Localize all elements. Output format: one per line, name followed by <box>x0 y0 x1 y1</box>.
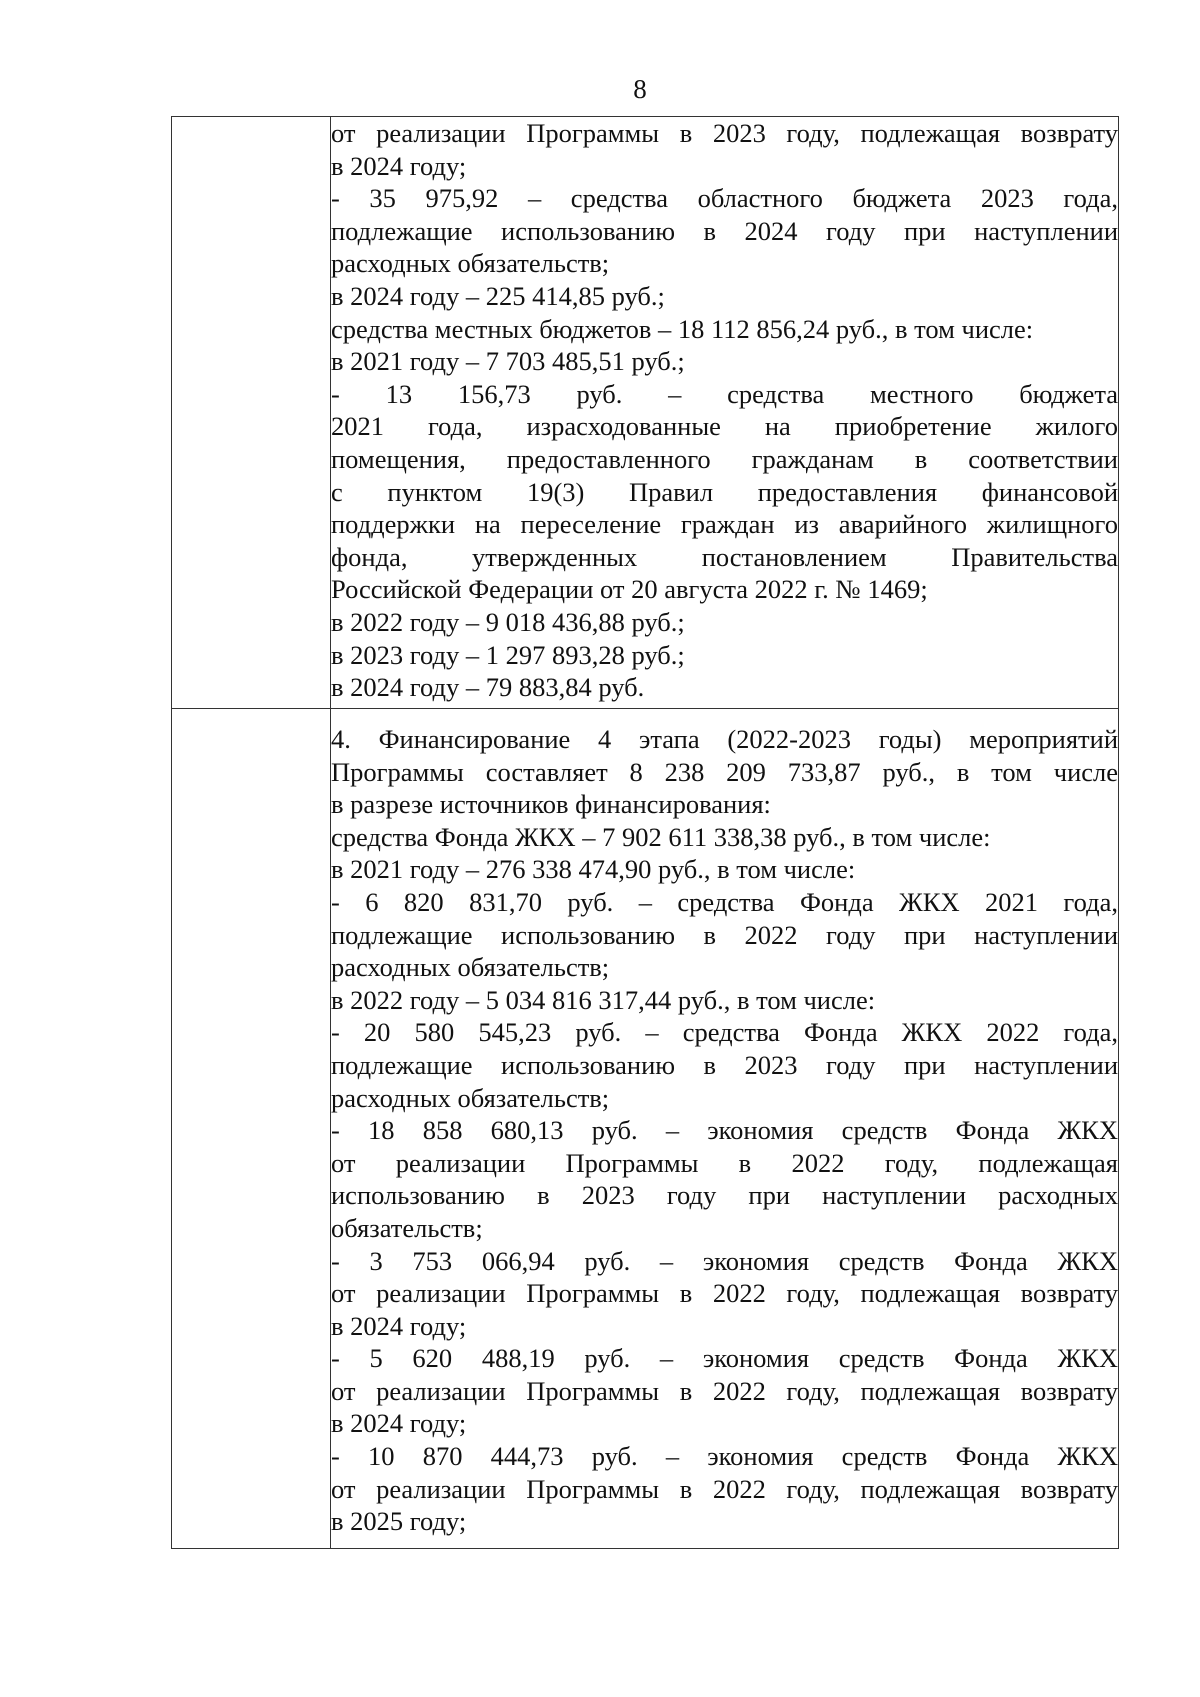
text-line: фонда, утвержденных постановлением Правительства <box>331 541 1118 572</box>
text-line: в 2021 году – 7 703 485,51 руб.; <box>331 346 685 377</box>
text-line: - 10 870 444,73 руб. – экономия средств Фонда ЖКХ <box>331 1441 1118 1472</box>
text-line: использованию в 2023 году при наступлении расходных <box>331 1180 1118 1211</box>
text-line: обязательств; <box>331 1212 483 1243</box>
text-line: - 20 580 545,23 руб. – средства Фонда ЖКХ 2022 года, <box>331 1017 1118 1048</box>
text-line: - 6 820 831,70 руб. – средства Фонда ЖКХ 2021 года, <box>331 886 1118 917</box>
text-line: в 2022 году – 5 034 816 317,44 руб., в том числе: <box>331 984 876 1015</box>
text-line: 2021 года, израсходованные на приобретение жилого <box>331 411 1118 442</box>
text-line: - 13 156,73 руб. – средства местного бюджета <box>331 378 1118 409</box>
text-line: с пунктом 19(3) Правил предоставления финансовой <box>331 476 1118 507</box>
funding-table <box>171 116 1119 1549</box>
text-line: подлежащие использованию в 2023 году при наступлении <box>331 1049 1118 1080</box>
text-line: помещения, предоставленного гражданам в соответствии <box>331 443 1118 474</box>
text-line: в 2024 году; <box>331 1408 467 1439</box>
text-line: в 2023 году – 1 297 893,28 руб.; <box>331 639 685 670</box>
text-line: средства местных бюджетов – 18 112 856,24 руб., в том числе: <box>331 313 1034 344</box>
table-row <box>172 709 1119 1549</box>
text-line: в 2024 году – 225 414,85 руб.; <box>331 280 665 311</box>
text-line: расходных обязательств; <box>331 248 610 279</box>
text-line: Российской Федерации от 20 августа 2022 г. № 1469; <box>331 574 928 605</box>
text-line: от реализации Программы в 2023 году, подлежащая возврату <box>331 118 1118 148</box>
funding-text-cell <box>331 117 1119 709</box>
text-line: - 18 858 680,13 руб. – экономия средств Фонда ЖКХ <box>331 1115 1118 1146</box>
text-line: от реализации Программы в 2022 году, подлежащая возврату <box>331 1473 1118 1504</box>
text-line: средства Фонда ЖКХ – 7 902 611 338,38 руб., в том числе: <box>331 821 991 852</box>
table-row <box>172 117 1119 709</box>
text-line: в 2024 году; <box>331 1310 467 1341</box>
text-line: в 2025 году; <box>331 1506 467 1537</box>
text-line: от реализации Программы в 2022 году, подлежащая возврату <box>331 1375 1118 1406</box>
text-line: в 2024 году; <box>331 150 467 181</box>
text-line: поддержки на переселение граждан из аварийного жилищного <box>331 509 1118 540</box>
text-line: в 2024 году – 79 883,84 руб. <box>331 672 645 703</box>
text-line: расходных обязательств; <box>331 1082 610 1113</box>
text-line: от реализации Программы в 2022 году, подлежащая возврату <box>331 1278 1118 1309</box>
text-line: подлежащие использованию в 2024 году при наступлении <box>331 215 1118 246</box>
text-line: в 2021 году – 276 338 474,90 руб., в том числе: <box>331 854 856 885</box>
text-line: Программы составляет 8 238 209 733,87 руб., в том числе <box>331 756 1118 787</box>
empty-label-cell <box>172 117 331 709</box>
text-line: от реализации Программы в 2022 году, подлежащая <box>331 1147 1118 1178</box>
text-line: расходных обязательств; <box>331 952 610 983</box>
text-line: подлежащие использованию в 2022 году при наступлении <box>331 919 1118 950</box>
page-number: 8 <box>633 74 647 104</box>
empty-label-cell <box>172 709 331 1549</box>
text-line: - 3 753 066,94 руб. – экономия средств Фонда ЖКХ <box>331 1245 1118 1276</box>
text-line: - 5 620 488,19 руб. – экономия средств Фонда ЖКХ <box>331 1343 1118 1374</box>
funding-text-cell <box>331 709 1119 1549</box>
text-line: 4. Финансирование 4 этапа (2022-2023 годы) мероприятий <box>331 724 1118 754</box>
text-line: в разрезе источников финансирования: <box>331 789 771 820</box>
text-line: в 2022 году – 9 018 436,88 руб.; <box>331 606 685 637</box>
text-line: - 35 975,92 – средства областного бюджета 2023 года, <box>331 183 1118 214</box>
